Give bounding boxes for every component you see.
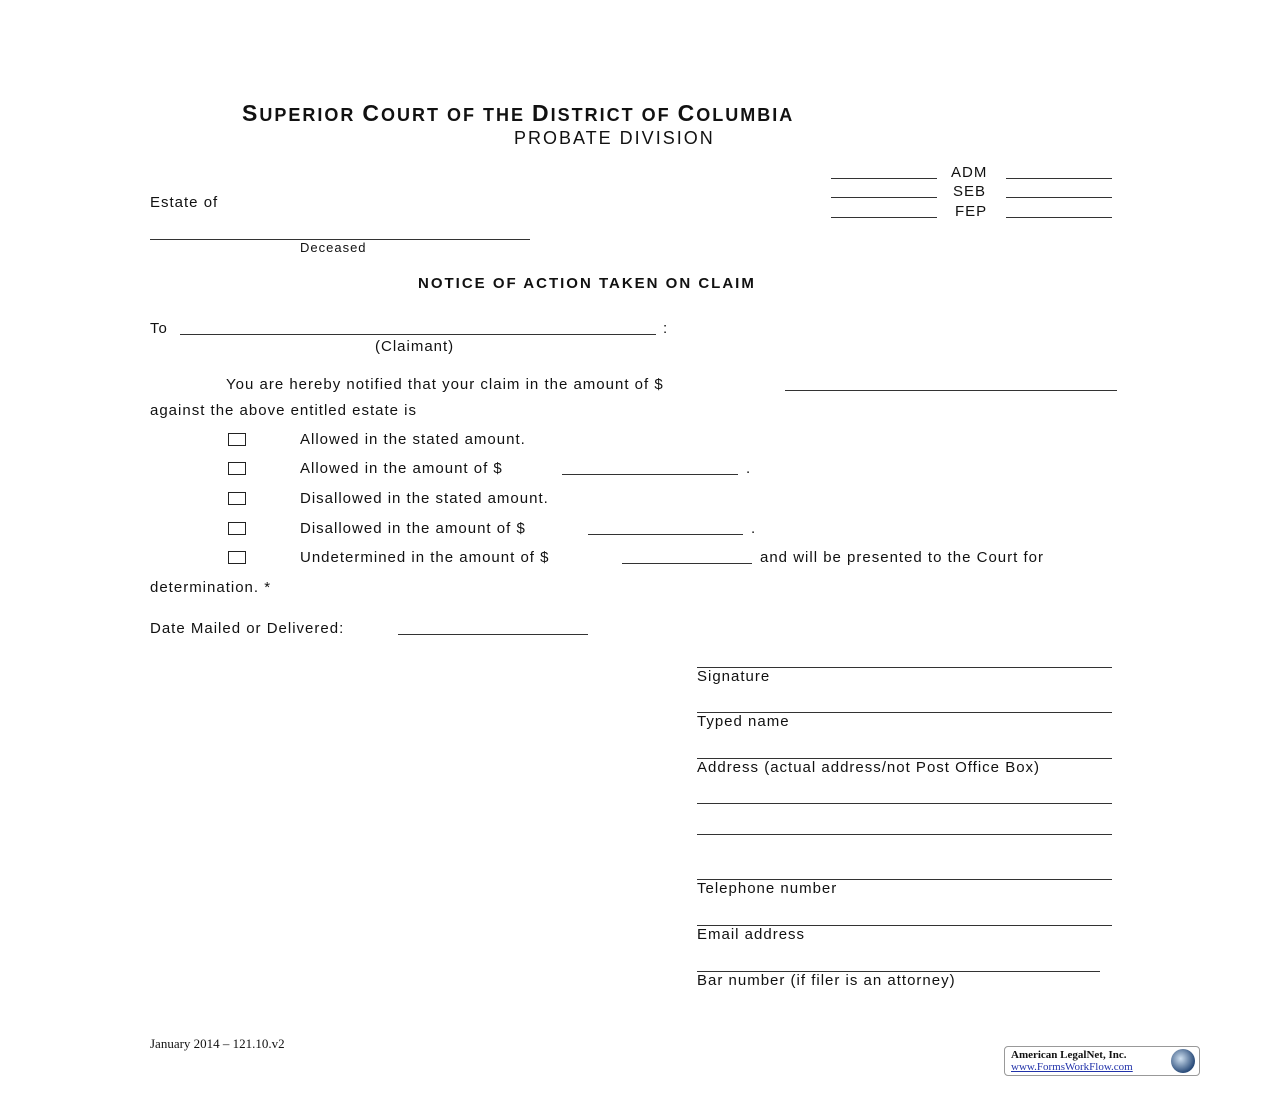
determination: determination. * bbox=[150, 579, 272, 596]
deceased-label: Deceased bbox=[300, 240, 367, 255]
date-mailed-field[interactable] bbox=[398, 634, 588, 635]
email-label: Email address bbox=[697, 926, 806, 943]
option-checkbox[interactable] bbox=[228, 492, 246, 505]
americanlegalnet-logo[interactable] bbox=[1004, 1046, 1200, 1076]
body-line2: against the above entitled estate is bbox=[150, 402, 417, 419]
option-checkbox[interactable] bbox=[228, 433, 246, 446]
address-line-3[interactable] bbox=[697, 834, 1112, 835]
option-suffix: and will be presented to the Court for bbox=[760, 549, 1044, 566]
notice-title: NOTICE OF ACTION TAKEN ON CLAIM bbox=[418, 275, 756, 292]
claim-amount-field[interactable] bbox=[785, 390, 1117, 391]
address-label: Address (actual address/not Post Office Box) bbox=[697, 759, 1041, 776]
code-seb: SEB bbox=[953, 183, 987, 200]
date-mailed-label: Date Mailed or Delivered: bbox=[150, 620, 345, 637]
period: . bbox=[751, 520, 757, 537]
option-checkbox[interactable] bbox=[228, 551, 246, 564]
option-label: Disallowed in the amount of $ bbox=[300, 520, 526, 537]
typed-name-label: Typed name bbox=[697, 713, 790, 730]
allowed-amount-field[interactable] bbox=[562, 474, 738, 475]
signature-label: Signature bbox=[697, 668, 771, 685]
code-adm: ADM bbox=[951, 164, 988, 181]
undetermined-amount-field[interactable] bbox=[622, 563, 752, 564]
claimant-label: (Claimant) bbox=[375, 338, 455, 355]
code-fep: FEP bbox=[955, 203, 988, 220]
claimant-field[interactable] bbox=[180, 334, 656, 335]
logo-link[interactable]: www.FormsWorkFlow.com bbox=[1011, 1061, 1133, 1073]
option-label: Disallowed in the stated amount. bbox=[300, 490, 549, 507]
court-title: SUPERIOR COURT OF THE DISTRICT OF COLUMBIA bbox=[242, 100, 795, 126]
body-line1: You are hereby notified that your claim in the amount of $ bbox=[226, 376, 664, 393]
globe-icon bbox=[1171, 1049, 1195, 1073]
option-label: Undetermined in the amount of $ bbox=[300, 549, 550, 566]
estate-label: Estate of bbox=[150, 194, 219, 211]
colon: : bbox=[663, 320, 669, 337]
period: . bbox=[746, 460, 752, 477]
division: PROBATE DIVISION bbox=[514, 128, 715, 148]
disallowed-amount-field[interactable] bbox=[588, 534, 743, 535]
option-label: Allowed in the stated amount. bbox=[300, 431, 526, 448]
logo-name: American LegalNet, Inc. bbox=[1011, 1049, 1127, 1061]
bar-number-label: Bar number (if filer is an attorney) bbox=[697, 972, 956, 989]
to-label: To bbox=[150, 320, 168, 337]
address-line-2[interactable] bbox=[697, 803, 1112, 804]
telephone-label: Telephone number bbox=[697, 880, 838, 897]
option-checkbox[interactable] bbox=[228, 462, 246, 475]
option-checkbox[interactable] bbox=[228, 522, 246, 535]
option-label: Allowed in the amount of $ bbox=[300, 460, 503, 477]
form-id: January 2014 – 121.10.v2 bbox=[150, 1036, 285, 1051]
